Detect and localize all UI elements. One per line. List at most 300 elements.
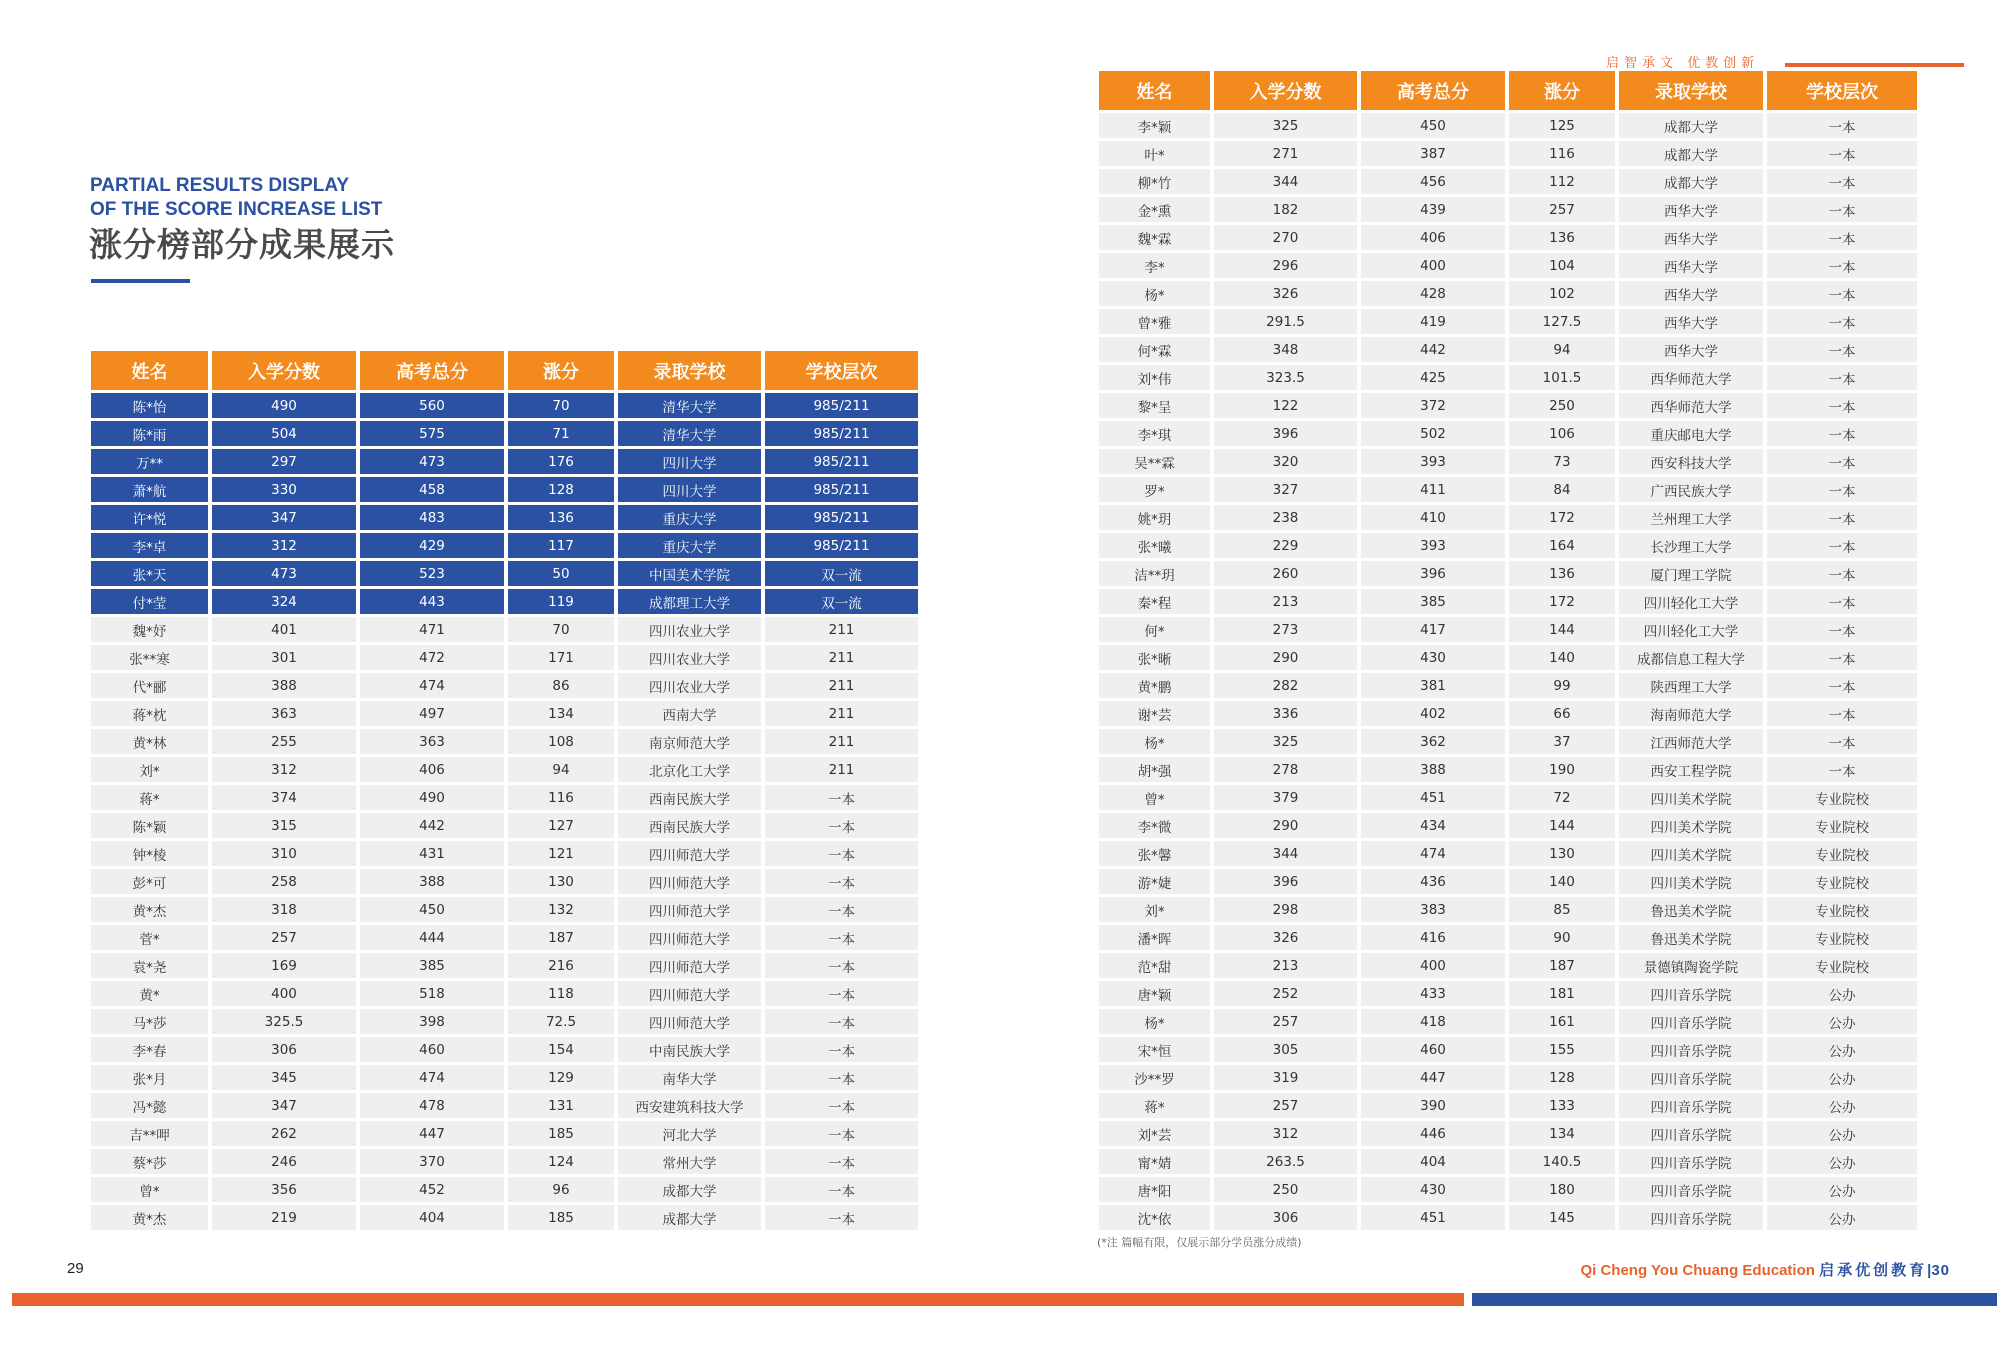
cell-gaokao-total: 523: [360, 561, 504, 586]
table-row: [91, 561, 918, 586]
cell-school-level: 公办: [1767, 981, 1917, 1006]
cell-increase: 144: [1509, 813, 1615, 838]
cell-school: 北京化工大学: [618, 757, 761, 782]
table-row: [1099, 253, 1917, 278]
slogan-rule: [1785, 63, 1964, 67]
cell-name: 张*馨: [1099, 841, 1210, 866]
table-row: [91, 477, 918, 502]
table-row: [91, 701, 918, 726]
cell-name: 万**: [91, 449, 208, 474]
cell-gaokao-total: 474: [1361, 841, 1505, 866]
cell-school-level: 公办: [1767, 1205, 1917, 1230]
cell-school-level: 211: [765, 757, 918, 782]
cell-increase: 185: [508, 1121, 614, 1146]
cell-gaokao-total: 473: [360, 449, 504, 474]
cell-name: 李*: [1099, 253, 1210, 278]
cell-school: 成都信息工程大学: [1619, 645, 1763, 670]
cell-entry-score: 290: [1214, 813, 1357, 838]
cell-school-level: 985/211: [765, 477, 918, 502]
cell-school: 重庆大学: [618, 505, 761, 530]
cell-increase: 118: [508, 981, 614, 1006]
table-row: [1099, 785, 1917, 810]
cell-name: 黄*: [91, 981, 208, 1006]
cell-entry-score: 122: [1214, 393, 1357, 418]
cell-name: 张*晰: [1099, 645, 1210, 670]
cell-school: 陕西理工大学: [1619, 673, 1763, 698]
cell-increase: 128: [508, 477, 614, 502]
col-header-name: 姓名: [91, 351, 208, 390]
cell-increase: 172: [1509, 589, 1615, 614]
cell-entry-score: 263.5: [1214, 1149, 1357, 1174]
cell-gaokao-total: 362: [1361, 729, 1505, 754]
cell-entry-score: 396: [1214, 421, 1357, 446]
col-header-school-level: 学校层次: [765, 351, 918, 390]
table-row: [1099, 421, 1917, 446]
cell-gaokao-total: 442: [1361, 337, 1505, 362]
cell-entry-score: 315: [212, 813, 356, 838]
cell-school: 西华师范大学: [1619, 393, 1763, 418]
table-row: [91, 785, 918, 810]
cell-entry-score: 345: [212, 1065, 356, 1090]
cell-school: 中国美术学院: [618, 561, 761, 586]
cell-entry-score: 347: [212, 1093, 356, 1118]
cell-increase: 154: [508, 1037, 614, 1062]
cell-gaokao-total: 442: [360, 813, 504, 838]
cell-entry-score: 320: [1214, 449, 1357, 474]
cell-entry-score: 504: [212, 421, 356, 446]
cell-entry-score: 318: [212, 897, 356, 922]
page-number-left: 29: [67, 1260, 84, 1277]
table-row: [1099, 841, 1917, 866]
cell-increase: 140: [1509, 869, 1615, 894]
cell-school: 四川音乐学院: [1619, 1205, 1763, 1230]
cell-gaokao-total: 460: [360, 1037, 504, 1062]
cell-name: 陈*怡: [91, 393, 208, 418]
table-row: [1099, 813, 1917, 838]
cell-name: 曾*: [1099, 785, 1210, 810]
table-row: [91, 1177, 918, 1202]
cell-school: 四川美术学院: [1619, 869, 1763, 894]
cell-entry-score: 344: [1214, 169, 1357, 194]
cell-name: 罗*: [1099, 477, 1210, 502]
cell-entry-score: 169: [212, 953, 356, 978]
table-row: [1099, 477, 1917, 502]
cell-gaokao-total: 430: [1361, 1177, 1505, 1202]
cell-school-level: 一本: [1767, 365, 1917, 390]
cell-entry-score: 325.5: [212, 1009, 356, 1034]
cell-school: 四川师范大学: [618, 841, 761, 866]
col-header-school: 录取学校: [618, 351, 761, 390]
cell-school: 四川大学: [618, 449, 761, 474]
cell-increase: 144: [1509, 617, 1615, 642]
cell-name: 姚*玥: [1099, 505, 1210, 530]
cell-school-level: 211: [765, 645, 918, 670]
cell-gaokao-total: 393: [1361, 533, 1505, 558]
table-row: [91, 421, 918, 446]
cell-increase: 106: [1509, 421, 1615, 446]
cell-school: 西南民族大学: [618, 785, 761, 810]
cell-entry-score: 400: [212, 981, 356, 1006]
cell-name: 胡*强: [1099, 757, 1210, 782]
cell-increase: 180: [1509, 1177, 1615, 1202]
cell-name: 张*天: [91, 561, 208, 586]
cell-school: 四川农业大学: [618, 645, 761, 670]
cell-school-level: 一本: [765, 841, 918, 866]
cell-school: 西安工程学院: [1619, 757, 1763, 782]
cell-school: 广西民族大学: [1619, 477, 1763, 502]
cell-school-level: 一本: [1767, 757, 1917, 782]
cell-gaokao-total: 436: [1361, 869, 1505, 894]
table-row: [1099, 729, 1917, 754]
cell-school-level: 211: [765, 617, 918, 642]
cell-school: 西华大学: [1619, 281, 1763, 306]
cell-school-level: 一本: [1767, 225, 1917, 250]
table-row: [91, 1149, 918, 1174]
cell-gaokao-total: 471: [360, 617, 504, 642]
cell-name: 魏*妤: [91, 617, 208, 642]
cell-name: 曾*雅: [1099, 309, 1210, 334]
cell-school: 西南大学: [618, 701, 761, 726]
cell-name: 张*月: [91, 1065, 208, 1090]
cell-entry-score: 324: [212, 589, 356, 614]
cell-school-level: 一本: [765, 1065, 918, 1090]
table-row: [91, 729, 918, 754]
cell-school-level: 专业院校: [1767, 925, 1917, 950]
cell-school-level: 一本: [1767, 281, 1917, 306]
cell-entry-score: 326: [1214, 281, 1357, 306]
cell-increase: 119: [508, 589, 614, 614]
page-number-right: 30: [1931, 1262, 1950, 1279]
cell-increase: 66: [1509, 701, 1615, 726]
cell-name: 刘*伟: [1099, 365, 1210, 390]
cell-increase: 72: [1509, 785, 1615, 810]
cell-gaokao-total: 497: [360, 701, 504, 726]
cell-name: 潘*晖: [1099, 925, 1210, 950]
cell-name: 钟*棱: [91, 841, 208, 866]
cell-school: 清华大学: [618, 393, 761, 418]
cell-name: 李*卓: [91, 533, 208, 558]
cell-increase: 171: [508, 645, 614, 670]
table-row: [1099, 897, 1917, 922]
cell-name: 唐*阳: [1099, 1177, 1210, 1202]
cell-school-level: 一本: [1767, 673, 1917, 698]
cell-gaokao-total: 490: [360, 785, 504, 810]
cell-gaokao-total: 575: [360, 421, 504, 446]
cell-entry-score: 213: [1214, 953, 1357, 978]
cell-increase: 155: [1509, 1037, 1615, 1062]
cell-increase: 127.5: [1509, 309, 1615, 334]
cell-name: 黄*杰: [91, 1205, 208, 1230]
table-row: [91, 589, 918, 614]
cell-name: 许*悦: [91, 505, 208, 530]
cell-school: 西华大学: [1619, 309, 1763, 334]
cell-name: 杨*: [1099, 729, 1210, 754]
cell-increase: 145: [1509, 1205, 1615, 1230]
cell-entry-score: 336: [1214, 701, 1357, 726]
cell-name: 杨*: [1099, 281, 1210, 306]
cell-name: 李*颖: [1099, 113, 1210, 138]
cell-increase: 90: [1509, 925, 1615, 950]
cell-name: 蔡*莎: [91, 1149, 208, 1174]
cell-school: 四川大学: [618, 477, 761, 502]
cell-entry-score: 396: [1214, 869, 1357, 894]
cell-entry-score: 219: [212, 1205, 356, 1230]
footer-brand: [1580, 1259, 1950, 1280]
cell-entry-score: 255: [212, 729, 356, 754]
cell-increase: 127: [508, 813, 614, 838]
title-underline: [91, 279, 190, 283]
cell-gaokao-total: 434: [1361, 813, 1505, 838]
cell-school-level: 一本: [1767, 393, 1917, 418]
col-header-gaokao-total: 高考总分: [360, 351, 504, 390]
cell-school: 清华大学: [618, 421, 761, 446]
cell-entry-score: 325: [1214, 113, 1357, 138]
cell-school: 成都理工大学: [618, 589, 761, 614]
cell-name: 张*曦: [1099, 533, 1210, 558]
cell-name: 曾*: [91, 1177, 208, 1202]
cell-gaokao-total: 431: [360, 841, 504, 866]
col-header-gaokao-total: 高考总分: [1361, 71, 1505, 110]
cell-entry-score: 282: [1214, 673, 1357, 698]
table-row: [1099, 1149, 1917, 1174]
cell-name: 蒋*枕: [91, 701, 208, 726]
table-row: [91, 1037, 918, 1062]
table-row: [91, 617, 918, 642]
cell-gaokao-total: 387: [1361, 141, 1505, 166]
cell-entry-score: 273: [1214, 617, 1357, 642]
cell-entry-score: 257: [1214, 1093, 1357, 1118]
cell-school: 四川农业大学: [618, 617, 761, 642]
cell-gaokao-total: 363: [360, 729, 504, 754]
cell-school: 南京师范大学: [618, 729, 761, 754]
table-row: [91, 897, 918, 922]
table-row: [1099, 617, 1917, 642]
cell-entry-score: 182: [1214, 197, 1357, 222]
cell-increase: 125: [1509, 113, 1615, 138]
cell-school: 西华大学: [1619, 337, 1763, 362]
cell-increase: 112: [1509, 169, 1615, 194]
cell-increase: 50: [508, 561, 614, 586]
cell-gaokao-total: 400: [1361, 953, 1505, 978]
cell-school-level: 一本: [1767, 477, 1917, 502]
cell-entry-score: 229: [1214, 533, 1357, 558]
cell-increase: 133: [1509, 1093, 1615, 1118]
cell-name: 金*熏: [1099, 197, 1210, 222]
table-row: [1099, 589, 1917, 614]
cell-name: 李*微: [1099, 813, 1210, 838]
cell-school: 南华大学: [618, 1065, 761, 1090]
cell-increase: 128: [1509, 1065, 1615, 1090]
cell-increase: 116: [1509, 141, 1615, 166]
cell-entry-score: 473: [212, 561, 356, 586]
cell-gaokao-total: 458: [360, 477, 504, 502]
score-table-left: [87, 348, 922, 1233]
cell-school: 西华大学: [1619, 253, 1763, 278]
cell-school-level: 公办: [1767, 1037, 1917, 1062]
cell-entry-score: 319: [1214, 1065, 1357, 1090]
cell-gaokao-total: 472: [360, 645, 504, 670]
cell-increase: 131: [508, 1093, 614, 1118]
cell-entry-score: 297: [212, 449, 356, 474]
cell-increase: 257: [1509, 197, 1615, 222]
cell-gaokao-total: 428: [1361, 281, 1505, 306]
table-row: [1099, 337, 1917, 362]
cell-school: 成都大学: [1619, 141, 1763, 166]
cell-school-level: 公办: [1767, 1093, 1917, 1118]
cell-entry-score: 298: [1214, 897, 1357, 922]
cell-entry-score: 257: [1214, 1009, 1357, 1034]
cell-name: 马*莎: [91, 1009, 208, 1034]
cell-entry-score: 325: [1214, 729, 1357, 754]
cell-school-level: 一本: [765, 1093, 918, 1118]
cell-school: 景德镇陶瓷学院: [1619, 953, 1763, 978]
cell-gaokao-total: 388: [1361, 757, 1505, 782]
cell-entry-score: 306: [212, 1037, 356, 1062]
cell-increase: 94: [508, 757, 614, 782]
col-header-entry-score: 入学分数: [1214, 71, 1357, 110]
cell-school-level: 专业院校: [1767, 785, 1917, 810]
cell-increase: 190: [1509, 757, 1615, 782]
cell-name: 蒋*: [1099, 1093, 1210, 1118]
table-row: [1099, 757, 1917, 782]
cell-name: 柳*竹: [1099, 169, 1210, 194]
slogan: 启智承文 优教创新: [1606, 56, 1760, 71]
cell-name: 黄*鹏: [1099, 673, 1210, 698]
cell-increase: 71: [508, 421, 614, 446]
cell-increase: 250: [1509, 393, 1615, 418]
table-row: [91, 1121, 918, 1146]
cell-gaokao-total: 447: [1361, 1065, 1505, 1090]
cell-entry-score: 348: [1214, 337, 1357, 362]
cell-school-level: 一本: [1767, 169, 1917, 194]
cell-name: 杨*: [1099, 1009, 1210, 1034]
cell-school-level: 一本: [765, 953, 918, 978]
table-row: [1099, 1205, 1917, 1230]
table-header-row: [91, 351, 918, 390]
cell-entry-score: 258: [212, 869, 356, 894]
cell-entry-score: 260: [1214, 561, 1357, 586]
cell-entry-score: 374: [212, 785, 356, 810]
cell-increase: 121: [508, 841, 614, 866]
cell-name: 刘*: [91, 757, 208, 782]
cell-name: 菅*: [91, 925, 208, 950]
cell-gaokao-total: 418: [1361, 1009, 1505, 1034]
cell-name: 何*霖: [1099, 337, 1210, 362]
cell-entry-score: 301: [212, 645, 356, 670]
cell-gaokao-total: 417: [1361, 617, 1505, 642]
table-row: [91, 1093, 918, 1118]
col-header-increase: 涨分: [508, 351, 614, 390]
table-row: [1099, 1177, 1917, 1202]
cell-gaokao-total: 433: [1361, 981, 1505, 1006]
cell-school: 重庆大学: [618, 533, 761, 558]
cell-school: 常州大学: [618, 1149, 761, 1174]
cell-name: 甯*婧: [1099, 1149, 1210, 1174]
cell-entry-score: 347: [212, 505, 356, 530]
table-row: [1099, 869, 1917, 894]
table-row: [1099, 981, 1917, 1006]
table-row: [91, 813, 918, 838]
cell-gaokao-total: 406: [1361, 225, 1505, 250]
cell-increase: 172: [1509, 505, 1615, 530]
cell-school: 四川音乐学院: [1619, 1149, 1763, 1174]
cell-school: 中南民族大学: [618, 1037, 761, 1062]
cell-school-level: 一本: [1767, 337, 1917, 362]
table-row: [91, 1009, 918, 1034]
footer-bar-orange: [12, 1293, 1464, 1306]
cell-school-level: 双一流: [765, 589, 918, 614]
col-header-school-level: 学校层次: [1767, 71, 1917, 110]
cell-entry-score: 246: [212, 1149, 356, 1174]
cell-entry-score: 363: [212, 701, 356, 726]
cell-entry-score: 305: [1214, 1037, 1357, 1062]
cell-name: 魏*霖: [1099, 225, 1210, 250]
table-row: [1099, 1065, 1917, 1090]
cell-entry-score: 356: [212, 1177, 356, 1202]
cell-gaokao-total: 560: [360, 393, 504, 418]
cell-gaokao-total: 400: [1361, 253, 1505, 278]
cell-name: 洁**玥: [1099, 561, 1210, 586]
cell-school-level: 一本: [765, 1149, 918, 1174]
cell-increase: 84: [1509, 477, 1615, 502]
cell-increase: 140.5: [1509, 1149, 1615, 1174]
cell-school-level: 一本: [1767, 617, 1917, 642]
cell-school-level: 一本: [1767, 197, 1917, 222]
table-row: [91, 869, 918, 894]
cell-school: 四川音乐学院: [1619, 981, 1763, 1006]
cell-school-level: 一本: [1767, 421, 1917, 446]
cell-school-level: 一本: [1767, 589, 1917, 614]
cell-school-level: 一本: [765, 925, 918, 950]
cell-entry-score: 213: [1214, 589, 1357, 614]
cell-name: 袁*尧: [91, 953, 208, 978]
cell-school: 四川音乐学院: [1619, 1177, 1763, 1202]
cell-school-level: 专业院校: [1767, 869, 1917, 894]
cell-increase: 136: [508, 505, 614, 530]
cell-entry-score: 388: [212, 673, 356, 698]
table-row: [1099, 449, 1917, 474]
cell-school-level: 985/211: [765, 421, 918, 446]
cell-school: 鲁迅美术学院: [1619, 925, 1763, 950]
cell-gaokao-total: 474: [360, 673, 504, 698]
cell-name: 吉**呷: [91, 1121, 208, 1146]
cell-school-level: 一本: [1767, 309, 1917, 334]
cell-school: 成都大学: [1619, 169, 1763, 194]
cell-school: 四川美术学院: [1619, 813, 1763, 838]
cell-school: 四川农业大学: [618, 673, 761, 698]
cell-name: 付*莹: [91, 589, 208, 614]
cell-school-level: 985/211: [765, 533, 918, 558]
cell-name: 何*: [1099, 617, 1210, 642]
cell-entry-score: 490: [212, 393, 356, 418]
cell-increase: 85: [1509, 897, 1615, 922]
table-row: [91, 757, 918, 782]
section-title-en: [90, 174, 382, 222]
cell-school-level: 专业院校: [1767, 813, 1917, 838]
cell-gaokao-total: 429: [360, 533, 504, 558]
cell-gaokao-total: 404: [1361, 1149, 1505, 1174]
cell-entry-score: 330: [212, 477, 356, 502]
cell-entry-score: 296: [1214, 253, 1357, 278]
table-row: [1099, 197, 1917, 222]
table-row: [1099, 953, 1917, 978]
cell-increase: 136: [1509, 561, 1615, 586]
cell-name: 吴**霖: [1099, 449, 1210, 474]
cell-entry-score: 291.5: [1214, 309, 1357, 334]
cell-school-level: 985/211: [765, 505, 918, 530]
cell-gaokao-total: 483: [360, 505, 504, 530]
cell-school-level: 一本: [765, 1121, 918, 1146]
